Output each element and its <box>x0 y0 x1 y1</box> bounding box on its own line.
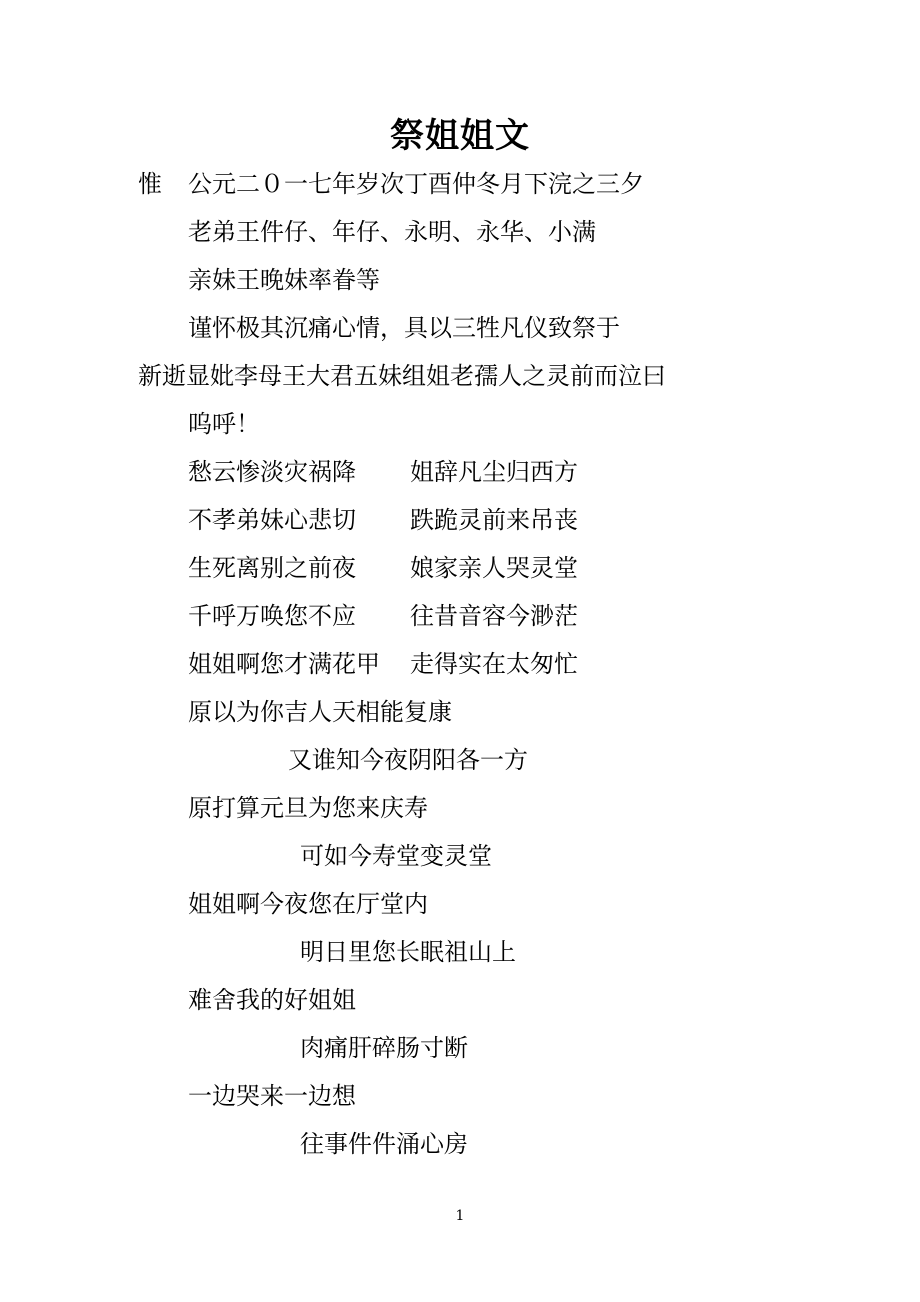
intro-wei: 惟 <box>138 170 162 198</box>
verse-second-line: 往事件件涌心房 <box>300 1130 468 1158</box>
couplet-right: 往昔音容今渺茫 <box>410 602 578 630</box>
couplet-right: 娘家亲人哭灵堂 <box>410 554 578 582</box>
intro-line-4: 谨怀极其沉痛心情，具以三牲凡仪致祭于 <box>188 314 620 342</box>
document-title: 祭姐姐文 <box>390 116 530 156</box>
verse-first-line: 一边哭来一边想 <box>188 1082 356 1110</box>
couplet-left: 不孝弟妹心悲切 <box>188 506 356 534</box>
couplet-right: 跌跪灵前来吊丧 <box>410 506 578 534</box>
verse-second-line: 明日里您长眠祖山上 <box>300 938 516 966</box>
couplet-right: 姐辞凡尘归西方 <box>410 458 578 486</box>
couplet-left: 千呼万唤您不应 <box>188 602 356 630</box>
intro-line-2: 老弟王件仔、年仔、永明、永华、小满 <box>188 218 596 246</box>
couplet-left: 生死离别之前夜 <box>188 554 356 582</box>
couplet-left: 愁云惨淡灾祸降 <box>188 458 356 486</box>
verse-first-line: 原打算元旦为您来庆寿 <box>188 794 428 822</box>
intro-line-1: 公元二０一七年岁次丁酉仲冬月下浣之三夕 <box>188 170 644 198</box>
intro-line-5: 新逝显妣李母王大君五妹组姐老孺人之灵前而泣曰 <box>138 362 666 390</box>
verse-first-line: 姐姐啊今夜您在厅堂内 <box>188 890 428 918</box>
page-number: 1 <box>455 1208 465 1224</box>
intro-line-3: 亲妹王晚妹率眷等 <box>188 266 380 294</box>
verse-first-line: 原以为你吉人天相能复康 <box>188 698 452 726</box>
verse-first-line: 难舍我的好姐姐 <box>188 986 356 1014</box>
verse-second-line: 可如今寿堂变灵堂 <box>300 842 492 870</box>
verse-second-line: 又谁知今夜阴阳各一方 <box>288 746 528 774</box>
couplet-right: 走得实在太匆忙 <box>410 650 578 678</box>
intro-line-6: 呜呼！ <box>188 410 260 438</box>
verse-second-line: 肉痛肝碎肠寸断 <box>300 1034 468 1062</box>
couplet-left: 姐姐啊您才满花甲 <box>188 650 380 678</box>
